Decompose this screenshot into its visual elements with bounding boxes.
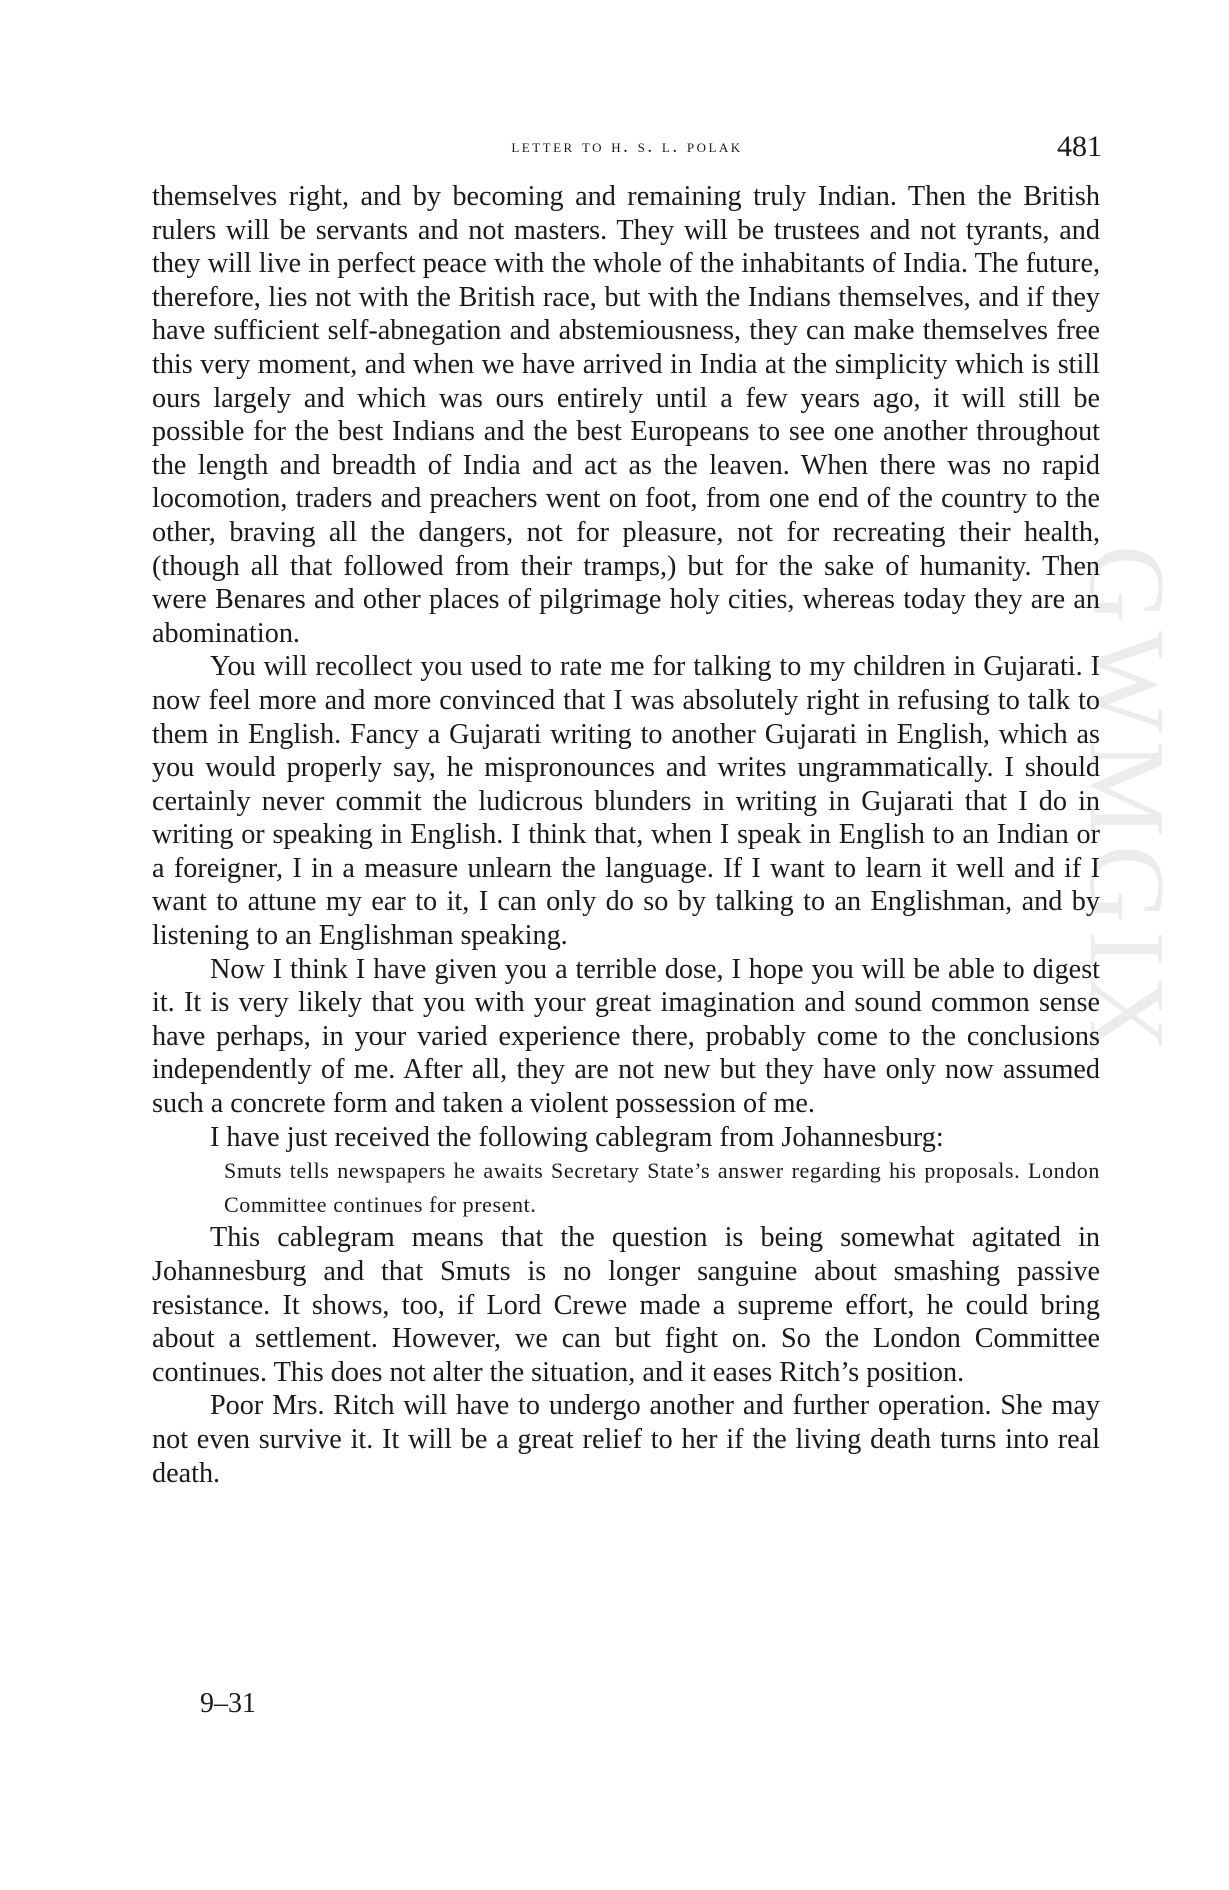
watermark: [1067, 545, 1198, 1345]
running-head: [152, 130, 1102, 170]
body-text: [152, 180, 1100, 1490]
watermark-text: GWMGIX: [1067, 545, 1186, 1061]
paragraph: Poor Mrs. Ritch will have to undergo another and further operation. She may not even survive it. It will be a great relief to her if the living death turns into real death.: [152, 1390, 1100, 1489]
page-number: 481: [1057, 130, 1102, 163]
paragraph: You will recollect you used to rate me for talking to my children in Gujarati. I now feel more and more convinced that I was absolutely right in refusing to talk to them in English. Fancy a Gujarati writing to another Gujarati in English, which as you would properly say, he mispronounces and writes ungrammatically. I should certainly never commit the ludicrous blunders in writing in Gujarati that I do in writing or speaking in English. I think that, when I speak in English to an Indian or a foreigner, I in a measure unlearn the language. If I want to learn it well and if I want to attune my ear to it, I can only do so by talking to an Englishman, and by listening to an Englishman speaking.: [152, 651, 1100, 952]
paragraph: themselves right, and by becoming and remaining truly Indian. Then the British rulers will be servants and not masters. They will be trustees and not tyrants, and they will live in perfect peace with the whole of the inhabitants of India. The future, therefore, lies not with the British race, but with the Indians themselves, and if they have sufficient self-abnegation and abstemiousness, they can make themselves free this very moment, and when we have arrived in India at the simplicity which is still ours largely and which was ours entirely until a few years ago, it will still be possible for the best Indians and the best Europeans to see one another throughout the length and breadth of India and act as the leaven. When there was no rapid locomotion, traders and preachers went on foot, from one end of the country to the other, braving all the dangers, not for pleasure, not for recreating their health, (though all that followed from their tramps,) but for the sake of humanity. Then were Benares and other places of pilgrimage holy cities, whereas today they are an abomination.: [152, 181, 1100, 649]
paragraph: This cablegram means that the question is being somewhat agitated in Johannesburg and that Smuts is no longer sanguine about smashing passive resistance. It shows, too, if Lord Crewe made a supreme effort, he could bring about a settlement. However, we can but fight on. So the London Committee continues. This does not alter the situation, and it eases Ritch’s position.: [152, 1222, 1100, 1388]
cablegram-quote: Smuts tells newspapers he awaits Secretary State’s answer regarding his proposals. London Committee continues for present.: [224, 1158, 1100, 1217]
paragraph: Now I think I have given you a terrible dose, I hope you will be able to digest it. It is very likely that you with your great imagination and sound common sense have perhaps, in your varied experience there, probably come to the conclusions independently of me. After all, they are not new but they have only now assumed such a concrete form and taken a violent possession of me.: [152, 953, 1100, 1120]
running-title: letter to h. s. l. polak: [511, 136, 743, 157]
signature-mark: 9–31: [200, 1688, 256, 1719]
paragraph: I have just received the following cablegram from Johannesburg:: [210, 1121, 944, 1153]
